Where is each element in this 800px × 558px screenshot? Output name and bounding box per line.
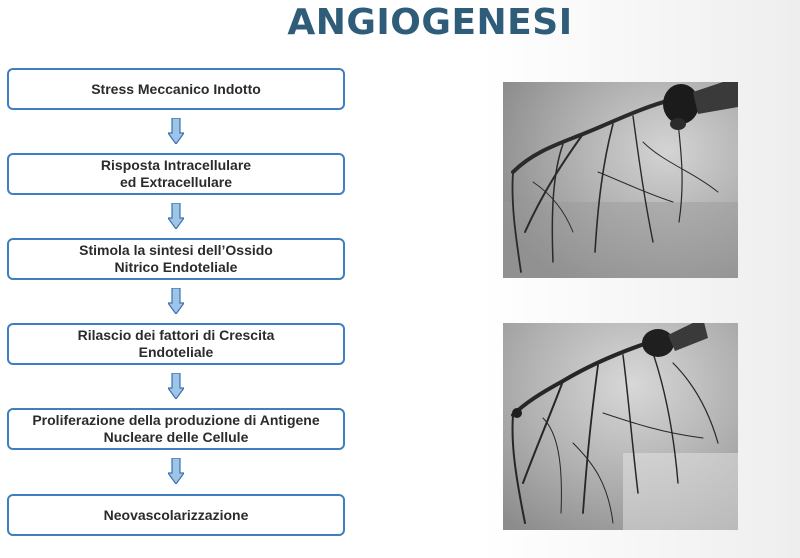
step-label: Risposta Intracellulare bbox=[100, 157, 252, 173]
step-box-proliferazione bbox=[7, 408, 345, 450]
step-label: Proliferazione della produzione di Antigene bbox=[32, 412, 320, 428]
step-label: Rilascio dei fattori di Crescita bbox=[77, 327, 275, 343]
step-box-stress bbox=[7, 68, 345, 110]
down-arrow-icon bbox=[168, 118, 184, 144]
down-arrow-icon bbox=[168, 203, 184, 229]
step-box-fattori bbox=[7, 323, 345, 365]
down-arrow-icon bbox=[168, 373, 184, 399]
down-arrow-icon bbox=[168, 458, 184, 484]
step-label: ed Extracellulare bbox=[119, 174, 233, 190]
angiogram-image-top bbox=[503, 82, 738, 278]
angiogram-image-bottom bbox=[503, 323, 738, 530]
step-label: Nucleare delle Cellule bbox=[103, 429, 249, 445]
step-label: Stress Meccanico Indotto bbox=[91, 80, 261, 97]
step-label: Endoteliale bbox=[138, 344, 214, 360]
step-label: Stimola la sintesi dell’Ossido bbox=[79, 242, 273, 258]
step-box-ossido bbox=[7, 238, 345, 280]
step-box-neovascolarizzazione bbox=[7, 494, 345, 536]
page-title: ANGIOGENESI bbox=[287, 2, 573, 43]
step-box-risposta bbox=[7, 153, 345, 195]
step-label: Nitrico Endoteliale bbox=[114, 259, 238, 275]
step-label: Neovascolarizzazione bbox=[103, 506, 249, 523]
down-arrow-icon bbox=[168, 288, 184, 314]
